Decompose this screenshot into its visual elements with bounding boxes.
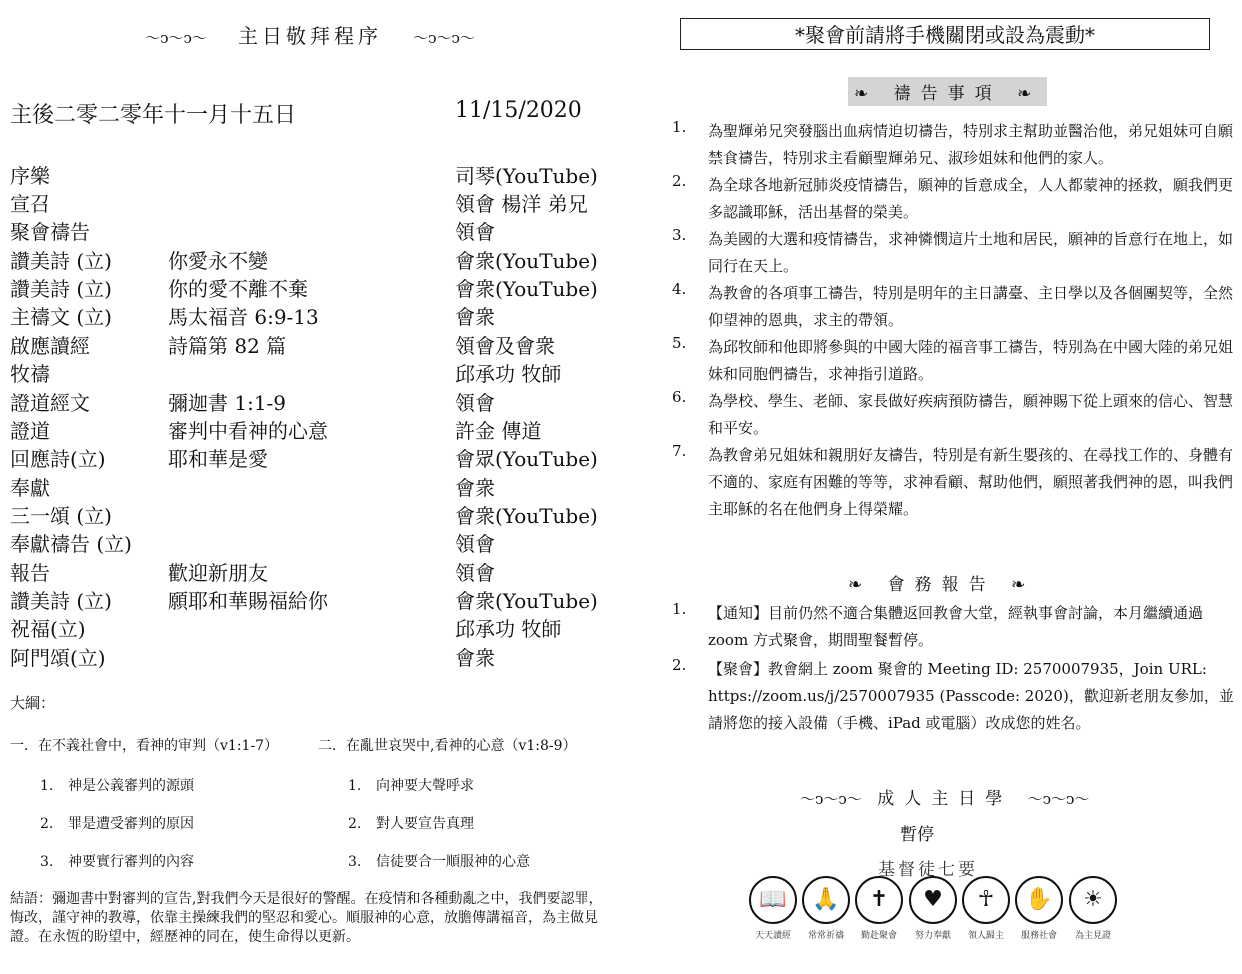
- outline-item: 1. 神是公義審判的源頭: [40, 778, 194, 794]
- ornament-left: 〜ↄ〜ↄ〜: [800, 790, 862, 808]
- outline-item: 1. 向神要大聲呼求: [348, 778, 474, 794]
- seven-label: 領人歸主: [967, 931, 1004, 941]
- church-icon: ✝: [855, 876, 903, 924]
- witness-icon: ☀: [1069, 876, 1117, 924]
- ornament-left: 〜ↄ〜ↄ〜: [145, 29, 207, 47]
- leaf-ornament-icon: ❧: [848, 575, 873, 595]
- seven-label: 常常祈禱: [807, 931, 844, 941]
- offering-icon: ♥: [909, 876, 957, 924]
- seven-label: 努力奉獻: [914, 931, 951, 941]
- outline-item: 2. 罪是遭受審判的原因: [40, 816, 194, 832]
- date-english: 11/15/2020: [455, 98, 582, 123]
- ornament-right: 〜ↄ〜ↄ〜: [413, 29, 475, 47]
- seven-musts-title: 基督徒七要: [878, 860, 978, 880]
- evangelism-icon: ☥: [962, 876, 1010, 924]
- adult-class-heading: 〜ↄ〜ↄ〜 成人主日學 〜ↄ〜ↄ〜: [800, 789, 1090, 809]
- outline-item: 2. 對人要宣告真理: [348, 816, 474, 832]
- date-chinese: 主後二零二零年十一月十五日: [10, 103, 297, 128]
- outline-section-2-title: 二．在亂世哀哭中,看神的心意（v1:8-9）: [318, 738, 577, 754]
- affairs-heading: ❧ 會務報告 ❧: [848, 575, 1036, 595]
- leaf-ornament-icon: ❧: [854, 84, 879, 104]
- program-title-block: [0, 20, 620, 49]
- seven-label: 勤赴聚會: [860, 931, 897, 941]
- adult-class-status: 暫停: [900, 825, 934, 845]
- phone-notice: *聚會前請將手機關閉或設為震動*: [680, 18, 1210, 50]
- reading-icon: 📖: [749, 876, 797, 924]
- seven-label: 為主見證: [1074, 931, 1111, 941]
- seven-label: 天天讀經: [754, 931, 791, 941]
- service-icon: ✋: [1015, 876, 1063, 924]
- outline-item: 3. 神要實行審判的內容: [40, 854, 194, 870]
- ornament-right: 〜ↄ〜ↄ〜: [1027, 790, 1090, 808]
- prayer-heading: ❧ 禱告事項 ❧: [848, 77, 1047, 106]
- seven-label: 服務社會: [1020, 931, 1057, 941]
- outline-section-1-title: 一．在不義社會中，看神的审判（v1:1-7）: [10, 738, 279, 754]
- leaf-ornament-icon: ❧: [1017, 84, 1042, 104]
- program-title: 主日敬拜程序: [238, 24, 382, 48]
- outline-label: 大綱：: [10, 694, 56, 712]
- outline-item: 3. 信徒要合一順服神的心意: [348, 854, 530, 870]
- conclusion-text: 結語：彌迦書中對審判的宣告,對我們今天是很好的警醒。在疫情和各種動亂之中，我們要認罪，悔改，謹守神的教導，依靠主操練我們的堅忍和愛心。順服神的心意，放膽傳講福音，為主做見證。在永恆的盼望中，經歷神的同在，使生命得以更新。: [10, 891, 603, 945]
- leaf-ornament-icon: ❧: [1011, 575, 1036, 595]
- praying-icon: 🙏: [802, 876, 850, 924]
